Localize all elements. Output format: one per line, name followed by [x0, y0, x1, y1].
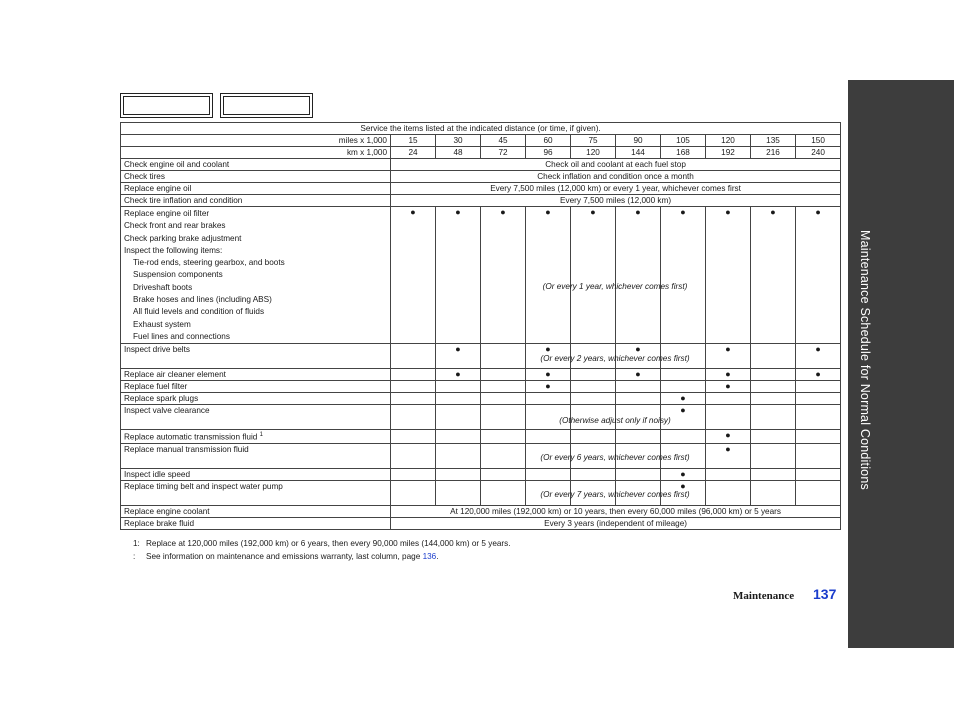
service-dot: ● [796, 207, 841, 344]
row-label: Check tire inflation and condition [121, 195, 391, 207]
service-dot: ● [436, 344, 481, 369]
row-span-text: Every 7,500 miles (12,000 km) or every 1 year, whichever comes first [391, 183, 841, 195]
service-dot: ● [751, 207, 796, 344]
service-dot: ● [436, 207, 481, 344]
row-span-text: Every 3 years (independent of mileage) [391, 518, 841, 530]
row-note: (Otherwise adjust only if noisy) [559, 416, 671, 425]
row-label: Replace air cleaner element [121, 369, 391, 381]
table-row-inspection-block [121, 207, 841, 344]
miles-cell: 75 [571, 135, 616, 147]
service-dot: ● [661, 393, 706, 405]
miles-cell: 60 [526, 135, 571, 147]
footnote-1 [133, 539, 511, 548]
footnote-number: 1: [133, 539, 140, 548]
table-row [121, 381, 841, 393]
row-label: Check engine oil and coolant [121, 159, 391, 171]
row-label: Inspect idle speed [121, 469, 391, 481]
service-dot: ● [661, 207, 706, 344]
row-span-text: Check oil and coolant at each fuel stop [391, 159, 841, 171]
row-note: (Or every 2 years, whichever comes first) [540, 354, 690, 363]
block-sub-line: Driveshaft boots [133, 282, 193, 292]
footnote-2 [133, 552, 439, 561]
block-sub-line: Brake hoses and lines (including ABS) [133, 295, 272, 305]
footnote-number: : [133, 552, 136, 561]
footnote-end: . [436, 552, 439, 561]
block-sub-line: Suspension components [133, 270, 223, 280]
service-dot: ● [796, 344, 841, 369]
service-dot: ● [661, 405, 706, 430]
footnote-marker: 1 [259, 432, 263, 439]
table-row [121, 159, 841, 171]
page-link[interactable]: 136 [422, 552, 437, 561]
service-dot: ● [616, 207, 661, 344]
block-line: Replace engine oil filter [124, 209, 210, 218]
km-cell: 24 [391, 147, 436, 159]
table-row [121, 393, 841, 405]
row-label: Replace engine oil [121, 183, 391, 195]
sidebar-title: Maintenance Schedule for Normal Conditions [858, 230, 872, 490]
row-span-text: At 120,000 miles (192,000 km) or 10 years, then every 60,000 miles (96,000 km) or 5 years [391, 506, 841, 518]
miles-cell: 120 [706, 135, 751, 147]
service-dot: ● [616, 344, 661, 369]
km-cell: 144 [616, 147, 661, 159]
row-label-block [121, 207, 391, 344]
miles-cell: 90 [616, 135, 661, 147]
km-cell: 192 [706, 147, 751, 159]
header-box-left [120, 93, 213, 118]
miles-label: miles x 1,000 [121, 135, 391, 147]
block-sub-line: Fuel lines and connections [133, 331, 230, 341]
miles-cell: 45 [481, 135, 526, 147]
service-dot: ● [706, 430, 751, 444]
row-label [121, 430, 391, 444]
row-label: Replace engine coolant [121, 506, 391, 518]
service-dot: ● [571, 207, 616, 344]
service-dot: ● [706, 344, 751, 369]
row-label: Inspect valve clearance [121, 405, 391, 430]
km-cell: 240 [796, 147, 841, 159]
km-label: km x 1,000 [121, 147, 391, 159]
block-line: Inspect the following items: [124, 245, 223, 255]
km-row [121, 147, 841, 159]
footer-section-label: Maintenance [733, 590, 795, 602]
service-dot: ● [796, 369, 841, 381]
miles-cell: 30 [436, 135, 481, 147]
footnote-text: Replace at 120,000 miles (192,000 km) or 6 years, then every 90,000 miles (144,000 km) or 5 years. [146, 539, 511, 548]
table-row [121, 183, 841, 195]
service-dot: ● [706, 381, 751, 393]
row-label: Replace spark plugs [121, 393, 391, 405]
miles-cell: 150 [796, 135, 841, 147]
service-dot: ● [661, 481, 706, 506]
table-row [121, 195, 841, 207]
service-dot: ● [706, 444, 751, 469]
row-label: Replace manual transmission fluid [121, 444, 391, 469]
service-dot: ● [526, 369, 571, 381]
table-row [121, 518, 841, 530]
table-row [121, 369, 841, 381]
footnote-text: See information on maintenance and emissions warranty, last column, page [146, 552, 423, 561]
km-cell: 216 [751, 147, 796, 159]
service-dot: ● [526, 344, 571, 369]
block-sub-line: All fluid levels and condition of fluids [133, 307, 265, 317]
km-cell: 72 [481, 147, 526, 159]
block-sub-line: Exhaust system [133, 319, 191, 329]
table-row [121, 506, 841, 518]
row-label: Replace fuel filter [121, 381, 391, 393]
block-sub-line: Tie-rod ends, steering gearbox, and boots [133, 258, 285, 268]
miles-cell: 15 [391, 135, 436, 147]
row-span-text: Check inflation and condition once a month [391, 171, 841, 183]
header-note: Service the items listed at the indicated distance (or time, if given). [121, 123, 841, 135]
km-cell: 48 [436, 147, 481, 159]
service-dot: ● [391, 207, 436, 344]
service-dot: ● [526, 381, 571, 393]
row-label: Replace brake fluid [121, 518, 391, 530]
table-header-row [121, 123, 841, 135]
service-dot: ● [661, 469, 706, 481]
service-dot: ● [436, 369, 481, 381]
row-label-text: Replace automatic transmission fluid [124, 433, 258, 442]
maintenance-schedule-table [120, 122, 841, 530]
table-row [121, 430, 841, 444]
table-row [121, 171, 841, 183]
page-number: 137 [813, 586, 837, 602]
service-dot: ● [526, 207, 571, 344]
miles-row [121, 135, 841, 147]
row-note: (Or every 6 years, whichever comes first) [540, 453, 690, 462]
service-dot: ● [481, 207, 526, 344]
block-line: Check parking brake adjustment [124, 233, 242, 243]
service-dot: ● [706, 207, 751, 344]
block-line: Check front and rear brakes [124, 221, 226, 231]
service-dot: ● [616, 369, 661, 381]
row-label: Inspect drive belts [121, 344, 391, 369]
table-row [121, 469, 841, 481]
km-cell: 96 [526, 147, 571, 159]
miles-cell: 105 [661, 135, 706, 147]
header-box-right [220, 93, 313, 118]
km-cell: 120 [571, 147, 616, 159]
row-label: Check tires [121, 171, 391, 183]
row-note: (Or every 7 years, whichever comes first) [540, 490, 690, 499]
km-cell: 168 [661, 147, 706, 159]
miles-cell: 135 [751, 135, 796, 147]
row-label: Replace timing belt and inspect water pump [121, 481, 391, 506]
service-dot: ● [706, 369, 751, 381]
row-note: (Or every 1 year, whichever comes first) [542, 282, 688, 291]
row-span-text: Every 7,500 miles (12,000 km) [391, 195, 841, 207]
